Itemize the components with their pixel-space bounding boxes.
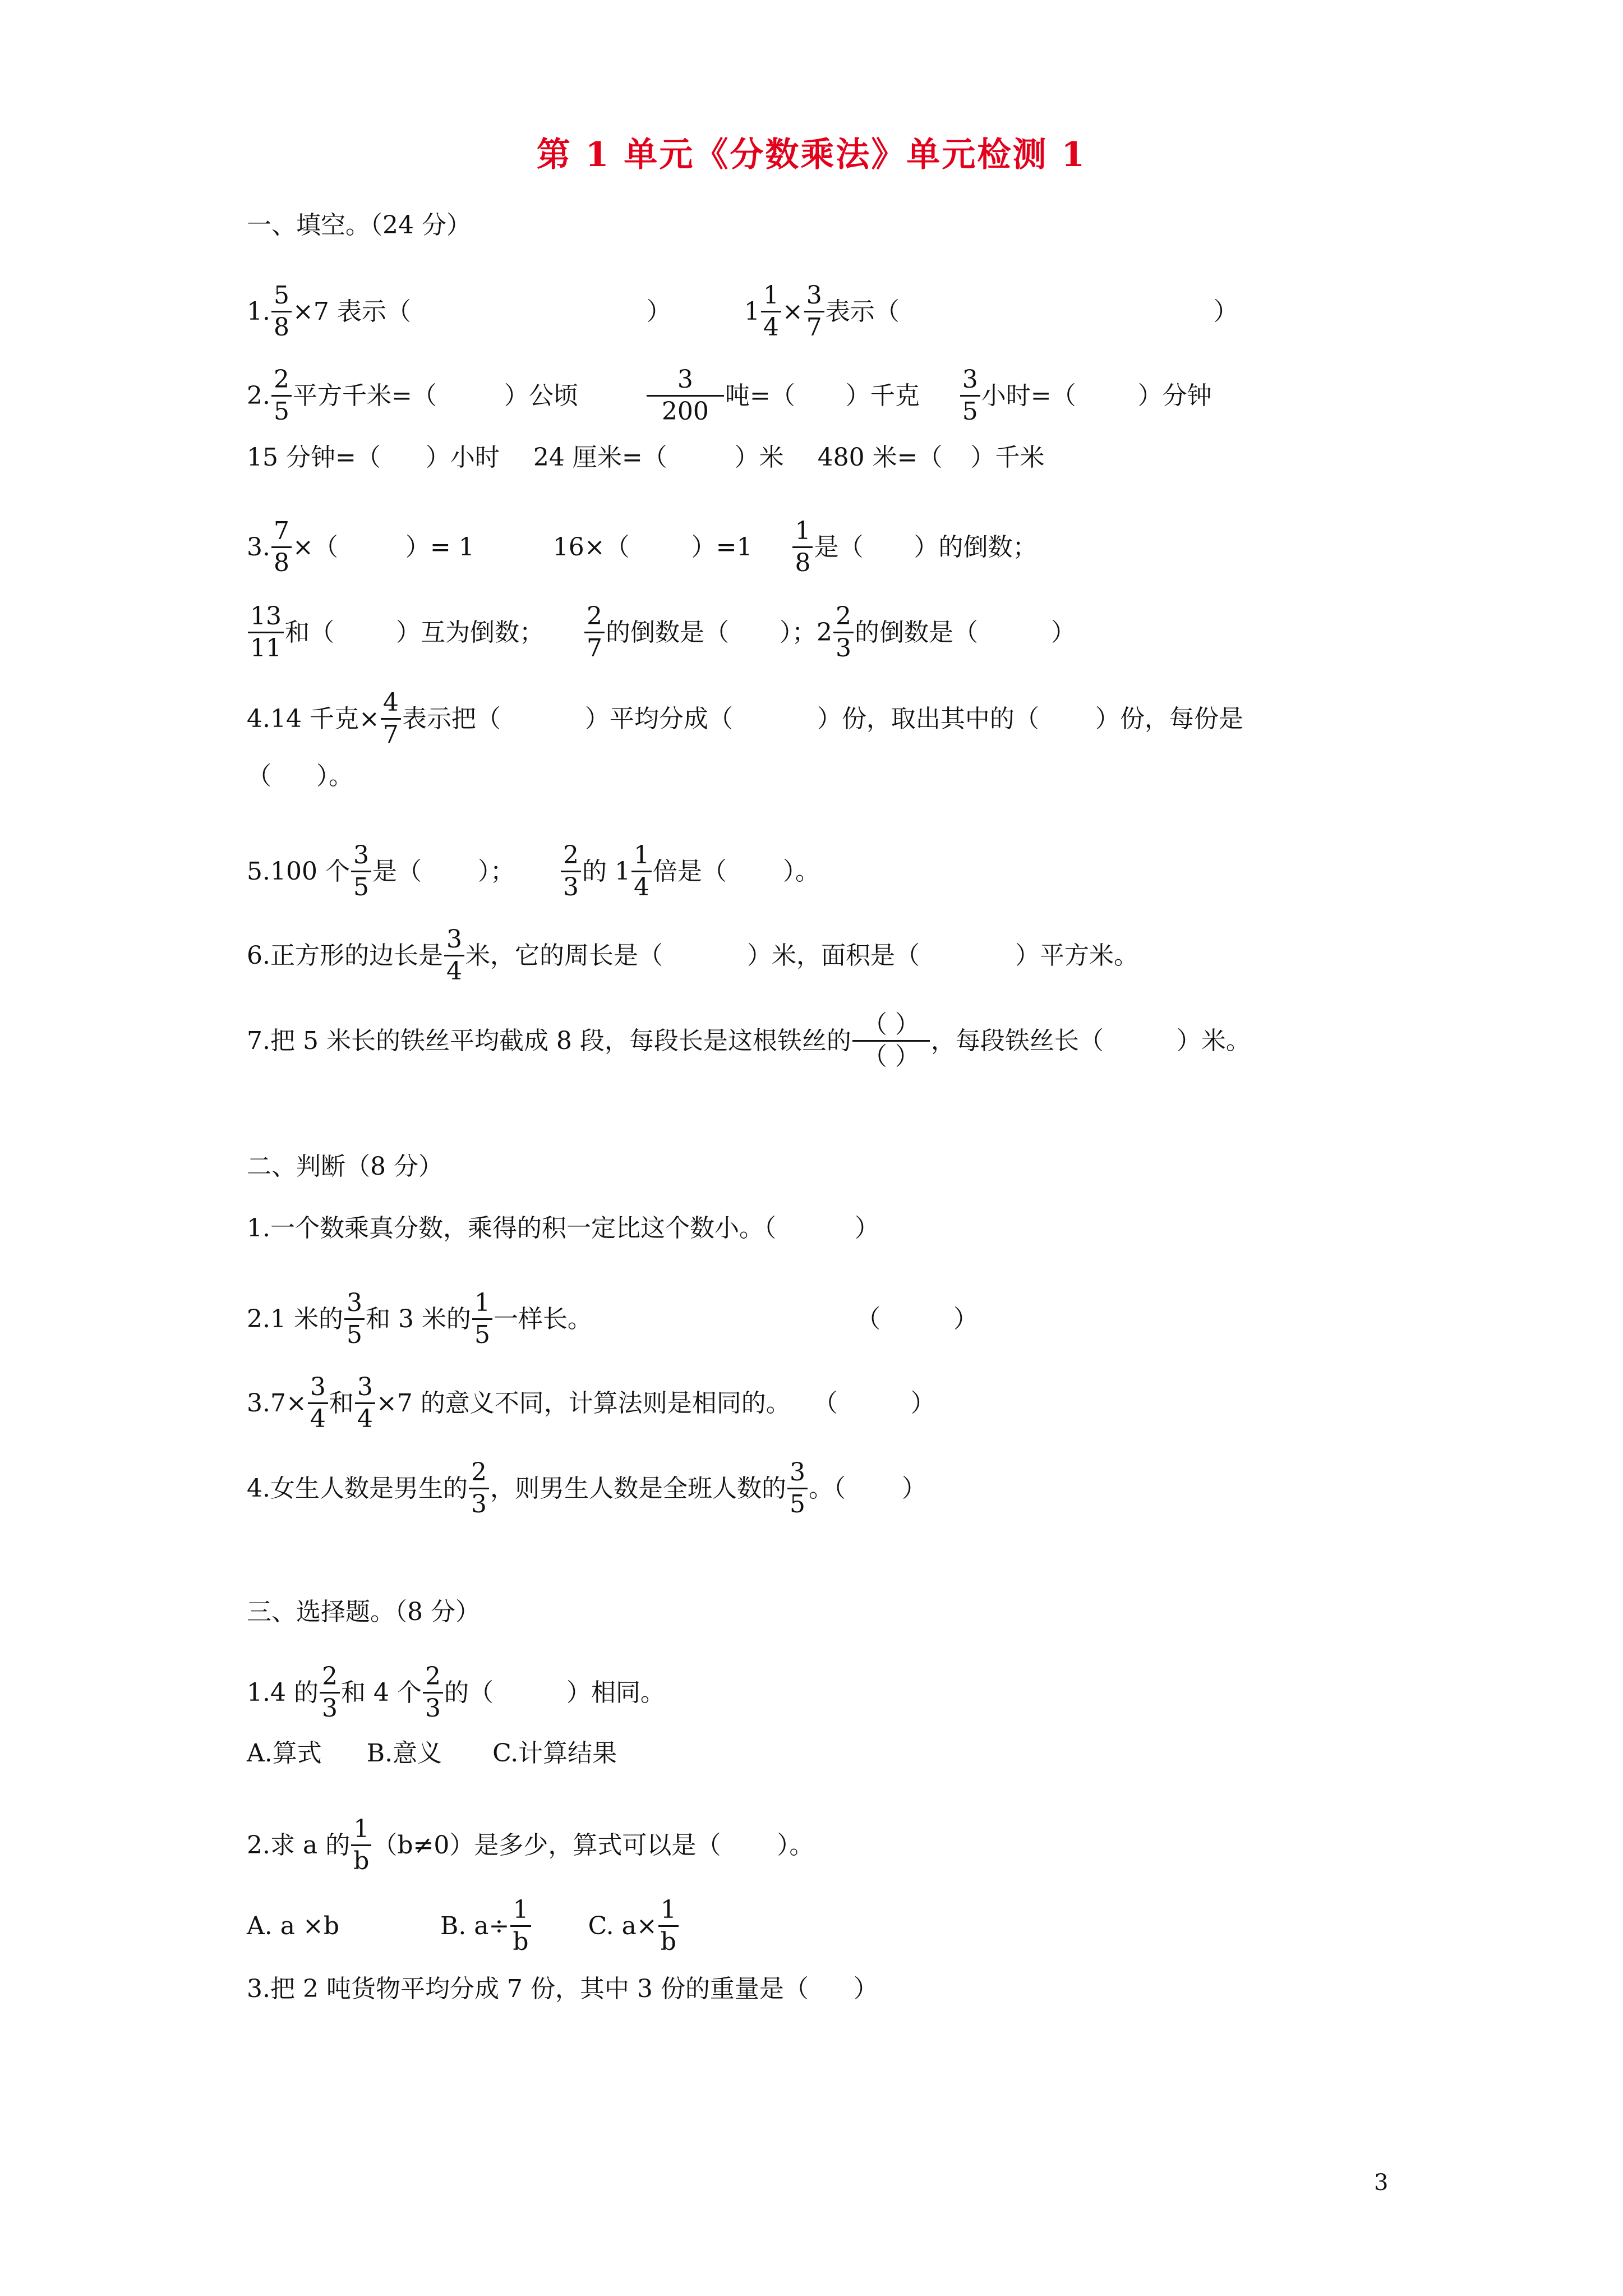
question-text: 正方形的边长是: [270, 941, 443, 970]
question-s2-q2: [247, 1288, 978, 1350]
question-text: 24 厘米=（: [533, 443, 667, 472]
whole-number: 1: [744, 297, 760, 326]
question-text: 100 个: [270, 857, 350, 886]
fraction: $\frac{2}{3}$: [833, 601, 854, 664]
question-text: 倍是（: [652, 857, 727, 886]
question-s1-q4: [247, 688, 1243, 750]
question-text: ）。: [782, 857, 820, 886]
fraction: $\frac{3}{5}$: [960, 365, 980, 427]
question-number: 1.: [247, 1214, 270, 1243]
question-text: ）互为倒数；: [396, 618, 544, 647]
question-s1-q7: [247, 1010, 1251, 1072]
question-s3-q2-options: [247, 1895, 680, 1957]
option-b[interactable]: B. a÷: [440, 1911, 510, 1940]
question-text: 的（: [444, 1678, 494, 1707]
question-text: （: [247, 762, 271, 790]
question-text: 女生人数是男生的: [270, 1474, 468, 1503]
question-text: ）: [1213, 297, 1238, 326]
question-text: ）= 1: [405, 532, 474, 562]
question-text: ）分钟: [1137, 381, 1212, 410]
question-text: ）平均分成（: [584, 704, 733, 733]
option-a[interactable]: A. a ×b: [247, 1911, 339, 1940]
question-text: 吨=（: [725, 381, 795, 410]
fraction: $\frac{4}{7}$: [381, 688, 401, 750]
question-s3-q1: [247, 1662, 665, 1724]
section-heading: 一、填空。（24 分）: [247, 211, 471, 240]
question-text: ）份，取出其中的（: [817, 704, 1039, 733]
question-text: 和: [329, 1388, 354, 1418]
question-number: 4.: [247, 704, 270, 733]
section-heading: 三、选择题。（8 分）: [247, 1598, 480, 1626]
question-number: 2.: [247, 1830, 270, 1860]
fraction: $\frac{3}{7}$: [804, 280, 824, 343]
fraction: $\frac{3}{5}$: [787, 1457, 808, 1520]
question-text: ，则男生人数是全班人数的: [490, 1474, 786, 1503]
page-title: 第 1 单元《分数乘法》单元检测 1: [536, 135, 1087, 174]
question-text: 米，它的周长是（: [465, 941, 663, 970]
question-number: 3.: [247, 532, 270, 562]
question-text: ）米，面积是（: [746, 941, 920, 970]
fraction: $\frac{1}{b}$: [658, 1895, 679, 1957]
question-s1-q6: [247, 924, 1138, 987]
question-text: （: [813, 1388, 838, 1418]
option-b[interactable]: B.意义: [366, 1739, 442, 1768]
question-text: （b≠0）是多少，算式可以是（: [372, 1830, 721, 1860]
question-text: 的倒数是（: [855, 618, 978, 647]
question-text: ）: [953, 1304, 978, 1333]
question-text: ）；2: [780, 618, 832, 647]
question-text: ×7 的意义不同，计算法则是相同的。: [376, 1388, 791, 1418]
question-text: ）平方米。: [1015, 941, 1138, 970]
question-s1-q3b: [247, 601, 1076, 664]
question-s1-q4b: [247, 760, 353, 793]
question-text: 小时=（: [981, 381, 1076, 410]
question-text: 4 的: [270, 1678, 319, 1707]
question-text: ）: [910, 1388, 935, 1418]
question-text: ）份，每份是: [1095, 704, 1243, 733]
question-text: 16×（: [552, 532, 630, 562]
question-text: ）。: [777, 1830, 814, 1860]
section-heading: 二、判断（8 分）: [247, 1152, 443, 1181]
question-text: ，每段铁丝长（: [930, 1026, 1104, 1055]
question-s3-q2: [247, 1814, 814, 1876]
question-number: 6.: [247, 941, 270, 970]
question-text: 一样长。: [493, 1304, 592, 1333]
question-s1-q5: [247, 840, 820, 903]
times-sign: ×: [782, 297, 803, 326]
question-number: 2.: [247, 381, 270, 410]
question-text: ）。: [316, 762, 353, 790]
question-s2-q4: [247, 1457, 926, 1520]
option-c[interactable]: C.计算结果: [492, 1739, 617, 1768]
question-number: 7.: [247, 1026, 270, 1055]
fraction: $\frac{1}{b}$: [351, 1814, 371, 1876]
question-s3-q3: [247, 1972, 878, 2006]
question-number: 2.: [247, 1304, 270, 1333]
question-text: 是（: [372, 857, 422, 886]
question-text: 480 米=（: [817, 443, 943, 472]
fraction: $\frac{2}{7}$: [584, 601, 605, 664]
question-number: 4.: [247, 1474, 270, 1503]
fraction: $\frac{1}{8}$: [792, 516, 813, 578]
question-text: 7×: [270, 1388, 307, 1418]
fraction: $\frac{2}{3}$: [561, 840, 581, 903]
question-text: ）千米: [970, 443, 1045, 472]
fraction: $\frac{2}{3}$: [469, 1457, 489, 1520]
question-number: 5.: [247, 857, 270, 886]
question-text: 一个数乘真分数，乘得的积一定比这个数小。（: [270, 1214, 776, 1243]
question-text: 求 a 的: [270, 1830, 351, 1860]
fraction: $\frac{7}{8}$: [271, 516, 292, 578]
option-a[interactable]: A.算式: [247, 1739, 322, 1768]
fraction: $\frac{13}{11}$: [248, 601, 284, 664]
fraction: $\frac{3}{4}$: [308, 1372, 328, 1434]
question-text: ）千克: [845, 381, 920, 410]
question-text: 是（: [814, 532, 864, 562]
question-text: ）米。: [1176, 1026, 1251, 1055]
question-text: 和 3 米的: [365, 1304, 471, 1333]
question-text: ）: [1051, 618, 1076, 647]
question-text: 平方千米=（: [292, 381, 437, 410]
question-s1-q3: [247, 516, 1037, 578]
question-text: 。（: [808, 1474, 846, 1503]
question-text: ）=1: [691, 532, 753, 562]
fraction: $\frac{1}{4}$: [631, 840, 652, 903]
question-text: ）: [853, 1975, 878, 2003]
question-s1-q2b: [247, 441, 1045, 475]
question-text: 1 米的: [270, 1304, 343, 1333]
page-number: 3: [1374, 2170, 1389, 2196]
question-number: 1.: [247, 1678, 270, 1707]
fraction: $\frac{3}{4}$: [355, 1372, 375, 1434]
fraction: $\frac{3}{5}$: [351, 840, 371, 903]
fraction: $\frac{3}{200}$: [647, 365, 724, 427]
question-text: ）小时: [425, 443, 500, 472]
question-text: （: [855, 1304, 880, 1333]
question-text: ）: [646, 297, 671, 326]
question-s2-q3: [247, 1372, 935, 1434]
option-c[interactable]: C. a×: [588, 1911, 657, 1940]
question-number: 3.: [247, 1975, 270, 2003]
question-text: 14 千克×: [270, 704, 380, 733]
question-text: ）；: [477, 857, 515, 886]
question-text: ）米: [734, 443, 784, 472]
question-number: 1.: [247, 297, 270, 326]
question-s1-q1: [247, 280, 1238, 343]
question-text: ×（: [292, 532, 338, 562]
fraction: $\frac{1}{5}$: [472, 1288, 492, 1350]
question-text: ）相同。: [566, 1678, 665, 1707]
question-text: 表示（: [825, 297, 900, 326]
fraction: $\frac{1}{4}$: [761, 280, 781, 343]
fraction: $\frac{2}{3}$: [423, 1662, 443, 1724]
question-text: 把 2 吨货物平均分成 7 份，其中 3 份的重量是（: [270, 1975, 809, 2003]
question-text: ）: [854, 1214, 879, 1243]
question-text: 表示把（: [402, 704, 501, 733]
question-s3-q1-options: [247, 1737, 617, 1770]
question-text: 把 5 米长的铁丝平均截成 8 段，每段长是这根铁丝的: [270, 1026, 851, 1055]
fraction: $\frac{3}{5}$: [344, 1288, 365, 1350]
question-s1-q2: [247, 365, 1212, 427]
question-text: ）: [901, 1474, 926, 1503]
fraction: $\frac{2}{3}$: [320, 1662, 340, 1724]
question-text: 的倒数是（: [606, 618, 729, 647]
fraction: $\frac{2}{5}$: [271, 365, 292, 427]
question-s2-q1: [247, 1212, 879, 1245]
fraction: $\frac{3}{4}$: [444, 924, 464, 987]
question-text: ×7 表示（: [292, 297, 411, 326]
fraction: $\frac{1}{b}$: [510, 1895, 531, 1957]
question-text: ）公顷: [504, 381, 578, 410]
question-text: ）的倒数；: [914, 532, 1038, 562]
question-text: 15 分钟=（: [247, 443, 381, 472]
fraction: $\frac{5}{8}$: [271, 280, 292, 343]
question-text: 的 1: [582, 857, 630, 886]
question-text: 和（: [285, 618, 334, 647]
question-number: 3.: [247, 1388, 270, 1418]
fraction-blank[interactable]: $\frac{( )}{( )}$: [852, 1010, 930, 1072]
question-text: 和 4 个: [340, 1678, 422, 1707]
